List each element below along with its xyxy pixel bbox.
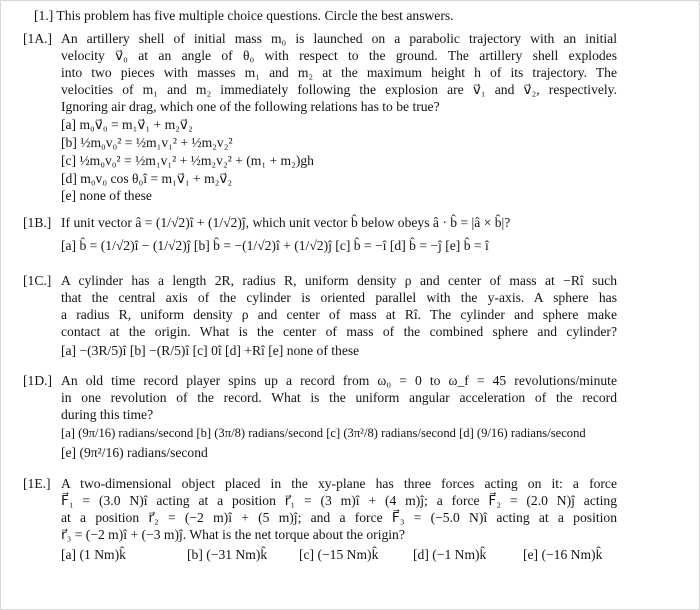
option-1a-d[interactable]: [d] m₀v₀ cos θ₀î = m₁v⃗₁ + m₂v⃗₂ (61, 171, 233, 186)
question-1b-line: If unit vector â = (1/√2)î + (1/√2)ĵ, which unit vector b̂ below obeys â · b̂ = |â × b̂|? (61, 215, 511, 230)
option-1e-b[interactable]: [b] (−31 Nm)k̂ (187, 547, 268, 562)
options-1b-row[interactable]: [a] b̂ = (1/√2)î − (1/√2)ĵ [b] b̂ = −(1/√2)î + (1/√2)ĵ [c] b̂ = −î [d] b̂ = −ĵ [e] b̂ = î (61, 238, 489, 253)
question-tag-1a: [1A.] (23, 31, 53, 46)
question-1a-line: Ignoring air drag, which one of the following relations has to be true? (61, 99, 440, 114)
option-1e-a[interactable]: [a] (1 Nm)k̂ (61, 547, 126, 562)
question-1d-line: An old time record player spins up a record from ω₀ = 0 to ω_f = 45 revolutions/minute (61, 373, 617, 388)
question-1c-line: a radius R, uniform density ρ and center of mass at Rî. The cylinder and sphere make (61, 307, 617, 322)
question-1e-line: r⃗₃ = (−2 m)î + (−3 m)ĵ. What is the net torque about the origin? (61, 527, 405, 542)
intro-text: [1.] This problem has five multiple choice questions. Circle the best answers. (34, 8, 454, 23)
question-1e-line: at a position r⃗₂ = (−2 m)î + (5 m)ĵ; and a force F⃗₃ = (−5.0 N)î acting at a position (61, 510, 617, 525)
question-tag-1d: [1D.] (23, 373, 53, 388)
option-1a-b[interactable]: [b] ½m₀v₀² = ½m₁v₁² + ½m₂v₂² (61, 135, 233, 150)
option-1a-e[interactable]: [e] none of these (61, 188, 152, 203)
question-tag-1e: [1E.] (23, 476, 51, 491)
question-1e-line: A two-dimensional object placed in the xy-plane has three forces acting on it: a force (61, 476, 617, 491)
option-1e-e[interactable]: [e] (−16 Nm)k̂ (523, 547, 603, 562)
question-tag-1c: [1C.] (23, 273, 52, 288)
question-1c-line: contact at the origin. What is the center of mass of the combined sphere and cylinder? (61, 324, 617, 339)
question-1a-line: velocities of m₁ and m₂ immediately following the explosion are v⃗₁ and v⃗₂, respectively. (61, 82, 617, 97)
option-1a-a[interactable]: [a] m₀v⃗₀ = m₁v⃗₁ + m₂v⃗₂ (61, 117, 193, 132)
question-1e-line: F⃗₁ = (3.0 N)î acting at a position r⃗₁ = (3 m)î + (4 m)ĵ; a force F⃗₂ = (2.0 N)ĵ acting (61, 493, 617, 508)
question-1d-line: in one revolution of the record. What is the uniform angular acceleration of the record (61, 390, 617, 405)
option-1e-c[interactable]: [c] (−15 Nm)k̂ (299, 547, 379, 562)
question-1c-line: that the central axis of the cylinder is oriented parallel with the y-axis. A sphere has (61, 290, 617, 305)
options-1c-row[interactable]: [a] −(3R/5)î [b] −(R/5)î [c] 0î [d] +Rî [e] none of these (61, 343, 360, 358)
option-1d-e[interactable]: [e] (9π²/16) radians/second (61, 445, 208, 460)
question-1a-line: velocity v⃗₀ at an angle of θ₀ with respect to the ground. The artillery shell explodes (61, 48, 617, 63)
option-1a-c[interactable]: [c] ½m₀v₀² = ½m₁v₁² + ½m₂v₂² + (m₁ + m₂)gh (61, 153, 314, 168)
question-1d-line: during this time? (61, 407, 154, 422)
question-1a-line: An artillery shell of initial mass m₀ is launched on a parabolic trajectory with an initial (61, 31, 617, 46)
question-1a-line: into two pieces with masses m₁ and m₂ at the maximum height h of its trajectory. The (61, 65, 617, 80)
options-1d-row[interactable]: [a] (9π/16) radians/second [b] (3π/8) radians/second [c] (3π²/8) radians/second [d] (9/16) radians/second (61, 426, 586, 440)
option-1e-d[interactable]: [d] (−1 Nm)k̂ (413, 547, 487, 562)
question-1c-line: A cylinder has a length 2R, radius R, uniform density ρ and center of mass at −Rî such (61, 273, 617, 288)
question-tag-1b: [1B.] (23, 215, 52, 230)
